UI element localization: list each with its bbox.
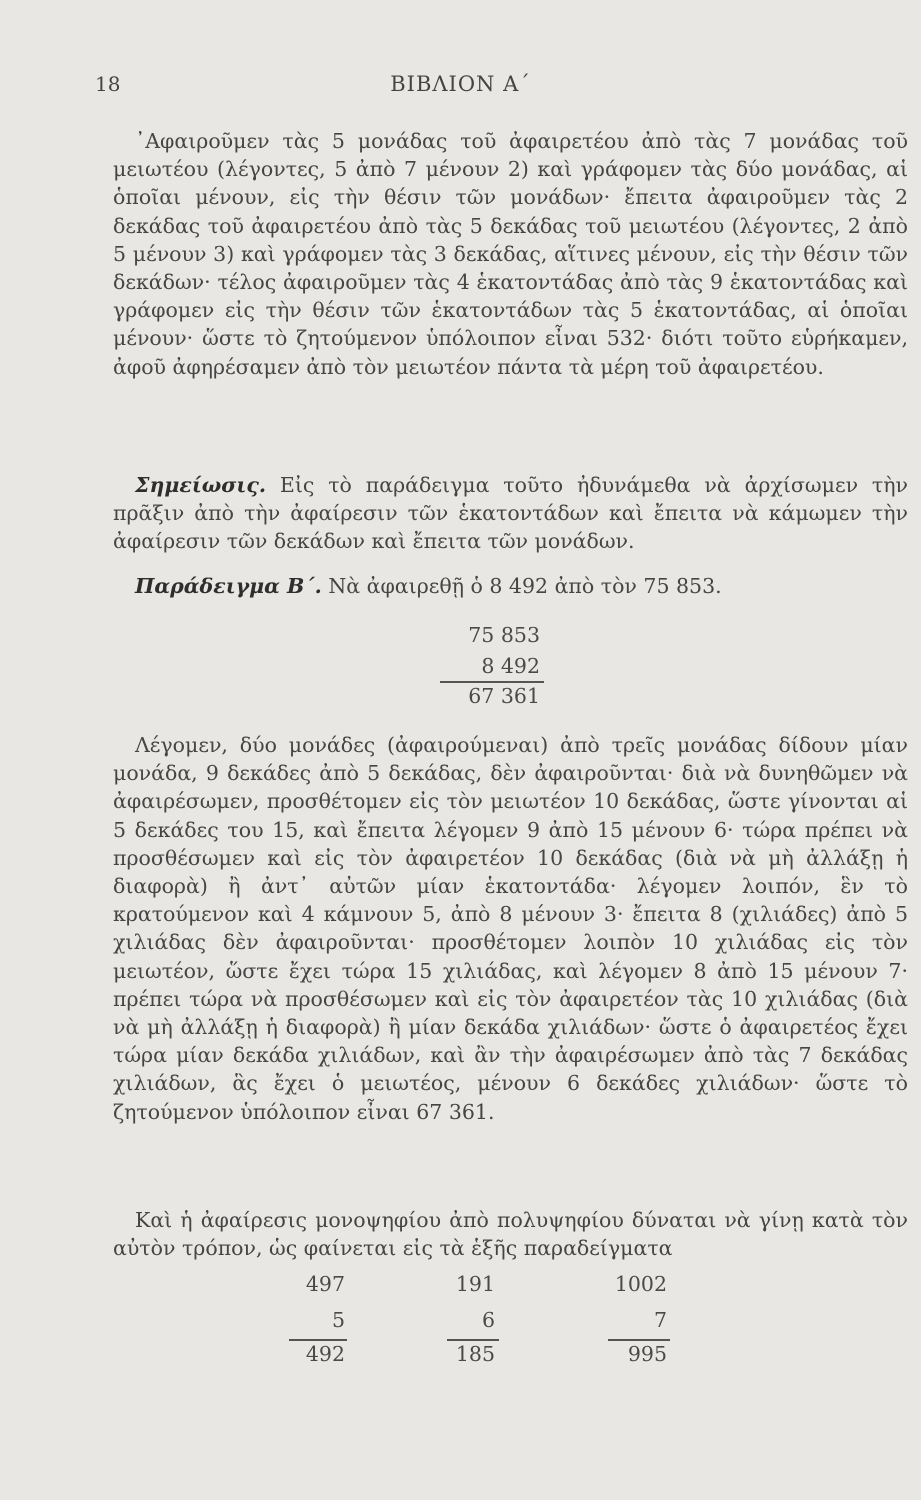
- sum-rule: [447, 1339, 499, 1341]
- difference: 492: [305, 1342, 345, 1366]
- subtrahend: 8 492: [481, 654, 540, 678]
- sum-rule: [440, 681, 544, 683]
- difference: 995: [627, 1342, 667, 1366]
- paragraph-explanation: Λέγομεν, δύο μονάδες (ἀφαιρούμεναι) ἀπὸ τρεῖς μονάδας δίδουν μίαν μονάδα, 9 δεκάδες ἀπὸ 5 δεκάδας, δὲν ἀφαιροῦνται· διὰ νὰ δυνηθῶμεν νὰ ἀφαιρέσωμεν, προσθέτομεν εἰς τὸν μειωτέον 10 δεκάδας, ὥστε γίνονται αἱ 5 δεκάδες του 15, καὶ ἔπειτα λέγομεν 9 ἀπὸ 15 μένουν 6· τώρα πρέπει νὰ προσθέσωμεν καὶ εἰς τὸν ἀφαιρετέον 10 δεκάδας (διὰ νὰ μὴ ἀλλάξῃ ἡ διαφορὰ) ἢ ἀντ᾿ αὐτῶν μίαν ἑκατοντάδα· λέγομεν λοιπόν, ἓν τὸ κρατούμενον καὶ 4 κάμνουν 5, ἀπὸ 8 μένουν 3· ἔπειτα 8 (χιλιάδες) ἀπὸ 5 χιλιάδας δὲν ἀφαιροῦνται· προσθέτομεν λοιπὸν 10 χιλιάδας εἰς τὸν μειωτέον, ὥστε ἔχει τώρα 15 χιλιάδας, καὶ λέγομεν 8 ἀπὸ 15 μένουν 7· πρέπει τώρα νὰ προσθέσωμεν καὶ εἰς τὸν ἀφαιρετέον τὰς 10 χιλιάδας (διὰ νὰ μὴ ἀλλάξῃ ἡ διαφορὰ) ἢ μίαν δεκάδα χιλιάδων· ὥστε ὁ ἀφαιρετέος ἔχει τώρα μίαν δεκάδα χιλιάδων, καὶ ἂν τὴν ἀφαιρέσωμεν ἀπὸ τὰς 7 δεκάδας χιλιάδων, ἃς ἔχει ὁ μειωτέος, μένουν 6 δεκάδες χιλιάδων· ὥστε τὸ ζητούμενον ὑπόλοιπον εἶναι 67 361.: [113, 733, 908, 1124]
- paragraph-subtraction-steps: ᾿Αφαιροῦμεν τὰς 5 μονάδας τοῦ ἀφαιρετέου ἀπὸ τὰς 7 μονάδας τοῦ μειωτέου (λέγοντες, 5 ἀπὸ 7 μένουν 2) καὶ γράφομεν τὰς δύο μονάδας, αἱ ὁποῖαι μένουν, εἰς τὴν θέσιν τῶν μονάδων· ἔπειτα ἀφαιροῦμεν τὰς 2 δεκάδας τοῦ ἀφαιρετέου ἀπὸ τὰς 5 δεκάδας τοῦ μειωτέου (λέγοντες, 2 ἀπὸ 5 μένουν 3) καὶ γράφομεν τὰς 3 δεκάδας, αἵτινες μένουν, εἰς τὴν θέσιν τῶν δεκάδων· τέλος ἀφαιροῦμεν τὰς 4 ἑκατοντάδας ἀπὸ τὰς 9 ἑκατοντάδας καὶ γράφομεν εἰς τὴν θέσιν τῶν ἑκατοντάδων τὰς 5 ἑκατοντάδας, αἱ ὁποῖαι μένουν· ὥστε τὸ ζητούμενον ὑπόλοιπον εἶναι 532· διότι τοῦτο εὑρήκαμεν, ἀφοῦ ἀφηρέσαμεν ἀπὸ τὸν μειωτέον πάντα τὰ μέρη τοῦ ἀφαιρετέου.: [113, 129, 908, 379]
- paragraph-note: [113, 471, 908, 556]
- note-text: Εἰς τὸ παράδειγμα τοῦτο ἠδυνάμεθα νὰ ἀρχίσωμεν τὴν πρᾶξιν ἀπὸ τὴν ἀφαίρεσιν τῶν ἑκατοντάδων καὶ ἔπειτα νὰ κάμωμεν τὴν ἀφαίρεσιν τῶν δεκάδων καὶ ἔπειτα τῶν μονάδων.: [113, 473, 908, 554]
- paragraph-example-b: [113, 572, 908, 600]
- paragraph-single-digit: Καὶ ἡ ἀφαίρεσις μονοψηφίου ἀπὸ πολυψηφίου δύναται νὰ γίνῃ κατὰ τὸν αὐτὸν τρόπον, ὡς φαίνεται εἰς τὰ ἑξῆς παραδείγματα: [113, 1208, 908, 1261]
- difference: 67 361: [468, 684, 540, 708]
- note-label: Σημείωσις.: [135, 473, 266, 497]
- minuend: 75 853: [468, 623, 540, 647]
- page-header: [0, 72, 921, 102]
- minuend: 191: [455, 1272, 495, 1296]
- example-text: Νὰ ἀφαιρεθῇ ὁ 8 492 ἀπὸ τὸν 75 853.: [328, 574, 722, 598]
- page-number: 18: [95, 72, 121, 96]
- subtrahend: 5: [331, 1308, 345, 1332]
- sum-rule: [608, 1339, 670, 1341]
- difference: 185: [455, 1342, 495, 1366]
- running-title: ΒΙΒΛΙΟΝ Α΄: [390, 72, 531, 96]
- subtrahend: 7: [653, 1308, 667, 1332]
- example-label: Παράδειγμα Β΄.: [135, 574, 322, 598]
- minuend: 497: [305, 1272, 345, 1296]
- minuend: 1002: [614, 1272, 667, 1296]
- sum-rule: [289, 1339, 347, 1341]
- subtrahend: 6: [481, 1308, 495, 1332]
